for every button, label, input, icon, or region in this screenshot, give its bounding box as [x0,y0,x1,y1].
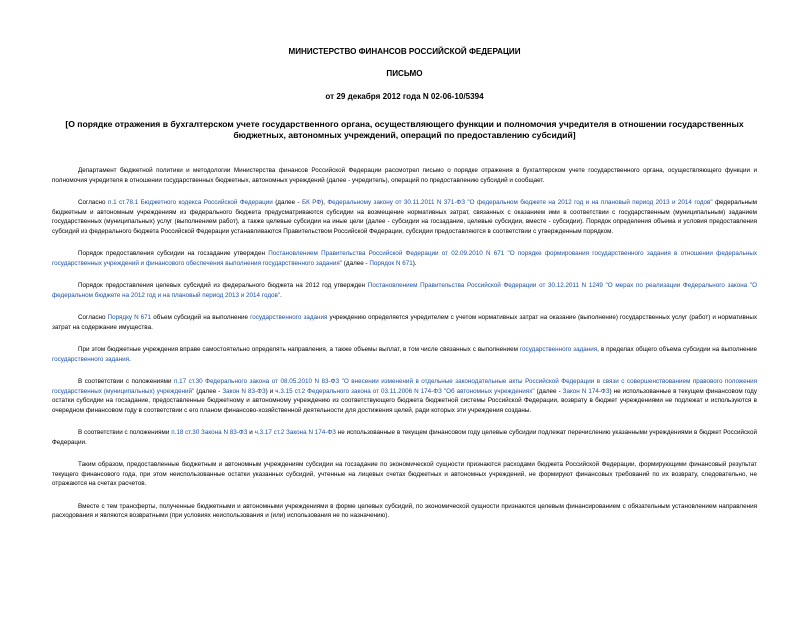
link-law-174-fz-p317[interactable]: ч.3.17 ст.2 Закона N 174-ФЗ [254,429,336,436]
paragraph-8: В соответствии с положениями п.18 ст.30 Закона N 83-ФЗ и ч.3.17 ст.2 Закона N 174-ФЗ не использованные в текущем финансовом году целевые субсидии подлежат перечислению указанными учреждениями в бюджет Российской Федерации. [52,429,757,446]
link-law-174-fz[interactable]: Закон N 174-ФЗ [562,387,610,395]
paragraph-9: Таким образом, предоставленные бюджетным и автономным учреждениям субсидии на госзадание по экономической сущности признаются расходами бюджета Российской Федерации, формирующими финансовый результат текущего финансового года, при этом неиспользованные остатки указанных субсидий, учтенные на лицевых счетах бюджетных и автономных учреждений, не формируют финансовых требований по их возврату, следовательно, не отражаются на счетах расчетов. [52,461,757,487]
link-state-task-2[interactable]: государственного задания [519,346,598,353]
paragraph-2: Согласно п.1 ст.78.1 Бюджетного кодекса Российской Федерации (далее - БК РФ), Федеральному закону от 30.11.2011 N 371-ФЗ "О федеральном бюджете на 2012 год и на плановый период 2013 и 2014 годов" федеральным бюджетным и автономным учреждениям из федерального бюджета предусматриваются субсидии на возмещение нормативных затрат, связанных с оказанием ими в соответствии с государственным (муниципальным) заданием государственных (муниципальных) услуг (выполнением работ), а также целевые субсидии на иные цели (далее - субсидии на госзадание, целевые субсидии, вместе - субсидии). Порядок определения объема и условия предоставления субсидий из федерального бюджета Российской Федерации устанавливаются Правительством Российской Федерации, субсидии предоставляются в соответствии с утвержденным порядком. [52,199,758,235]
link-law-174-fz-article[interactable]: ч.3.15 ст.2 Федерального закона от 03.11.2006 N 174-ФЗ "Об автономных учреждениях" [275,387,535,395]
document-type: ПИСЬМО [386,69,423,78]
link-order-671-ref[interactable]: Порядку N 671 [107,314,152,321]
link-federal-law-371[interactable]: Федеральному закону от 30.11.2011 N 371-ФЗ "О федеральном бюджете на 2012 год и на плановый период 2013 и 2014 годов" [327,199,713,206]
ministry-heading: МИНИСТЕРСТВО ФИНАНСОВ РОССИЙСКОЙ ФЕДЕРАЦИИ [288,47,521,56]
link-state-task[interactable]: государственного задания [250,314,328,321]
link-bk-rf-article[interactable]: п.1 ст.78.1 Бюджетного кодекса Российской Федерации [107,199,273,206]
document-page [0,47,807,618]
document-subject: [О порядке отражения в бухгалтерском учете государственного органа, осуществляющего функции и полномочия учредителя в отношении государственных бюджетных, автономных учреждений, операций по предоставлению субсидий] [65,119,744,140]
link-law-83-fz-article[interactable]: п.17 ст.30 Федерального закона от 08.05.2010 N 83-ФЗ "О внесении изменений в отдельные законодательные акты Российской Федерации в связи с совершенствованием правового положения государственных (муниципальных) учреждений" [52,378,758,395]
paragraph-10: Вместе с тем трансферты, полученные бюджетными и автономными учреждениями в форме целевых субсидий, по экономической сущности признаются целевым финансированием с обязательным установлением направления расходования и являются возвратными (при условиях неиспользования и (или) использования не по назначению). [52,502,757,519]
paragraph-1: Департамент бюджетной политики и методологии Министерства финансов Российской Федерации рассмотрел письмо о порядке отражения в бухгалтерском учете государственного органа, осуществляющего функции и полномочия учредителя в отношении государственных бюджетных, автономных учреждений (далее - учредитель), операций по предоставлению субсидий и сообщает. [52,167,757,184]
link-resolution-1249[interactable]: Постановлением Правительства Российской Федерации от 30.12.2011 N 1249 "О мерах по реализации Федерального закона "О федеральном бюджете на 2012 год и на плановый период 2013 и 2014 годов" [52,282,757,299]
link-bk-rf[interactable]: БК РФ [302,199,322,206]
link-order-671[interactable]: Порядок N 671 [369,259,413,267]
paragraph-4: Порядок предоставления целевых субсидий из федерального бюджета на 2012 год утвержден Постановлением Правительства Российской Федерации от 30.12.2011 N 1249 "О мерах по реализации Федерального закона "О федеральном бюджете на 2012 год и на плановый период 2013 и 2014 годов". [52,282,757,299]
paragraph-5: Согласно Порядку N 671 объем субсидий на выполнение государственного задания учреждению определяется учредителем с учетом нормативных затрат на оказание (выполнение) государственных услуг (работ) и нормативных затрат на содержание имущества. [52,314,757,331]
link-resolution-671[interactable]: Постановлением Правительства Российской Федерации от 02.09.2010 N 671 "О порядке формирования государственного задания в отношении федеральных государственных учреждений и финансового обеспечения выполнения государственного задания" [52,250,757,267]
paragraph-3: Порядок предоставления субсидии на госзадание утвержден Постановлением Правительства Российской Федерации от 02.09.2010 N 671 "О порядке формирования государственного задания в отношении федеральных государственных учреждений и финансового обеспечения выполнения государственного задания" (далее - Порядок N 671). [52,250,757,267]
paragraph-7: В соответствии с положениями п.17 ст.30 Федерального закона от 08.05.2010 N 83-ФЗ "О внесении изменений в отдельные законодательные акты Российской Федерации в связи с совершенствованием правового положения государственных (муниципальных) учреждений" (далее - Закон N 83-ФЗ) и ч.3.15 ст.2 Федерального закона от 03.11.2006 N 174-ФЗ "Об автономных учреждениях" (далее - Закон N 174-ФЗ) не использованные в текущем финансовом году остатки субсидии на госзадание, предоставленные бюджетному и автономному учреждению из соответствующего бюджета бюджетной системы Российской Федерации, возврату в бюджет учреждениями не подлежат и используются в очередном финансовом году в соответствии с его планом финансово-хозяйственной деятельности для достижения целей, ради которых эти учреждения созданы. [52,378,758,414]
document-date-number: от 29 декабря 2012 года N 02-06-10/5394 [325,92,484,101]
link-state-task-3[interactable]: государственного задания [52,355,130,363]
link-law-83-fz[interactable]: Закон N 83-ФЗ [222,387,266,395]
paragraph-6: При этом бюджетные учреждения вправе самостоятельно определять направления, а также объемы выплат, в том числе связанных с выполнением государственного задания, в пределах общего объема субсидии на выполнение государственного задания. [52,346,757,363]
link-law-83-fz-p18[interactable]: п.18 ст.30 Закона N 83-ФЗ [171,429,248,436]
